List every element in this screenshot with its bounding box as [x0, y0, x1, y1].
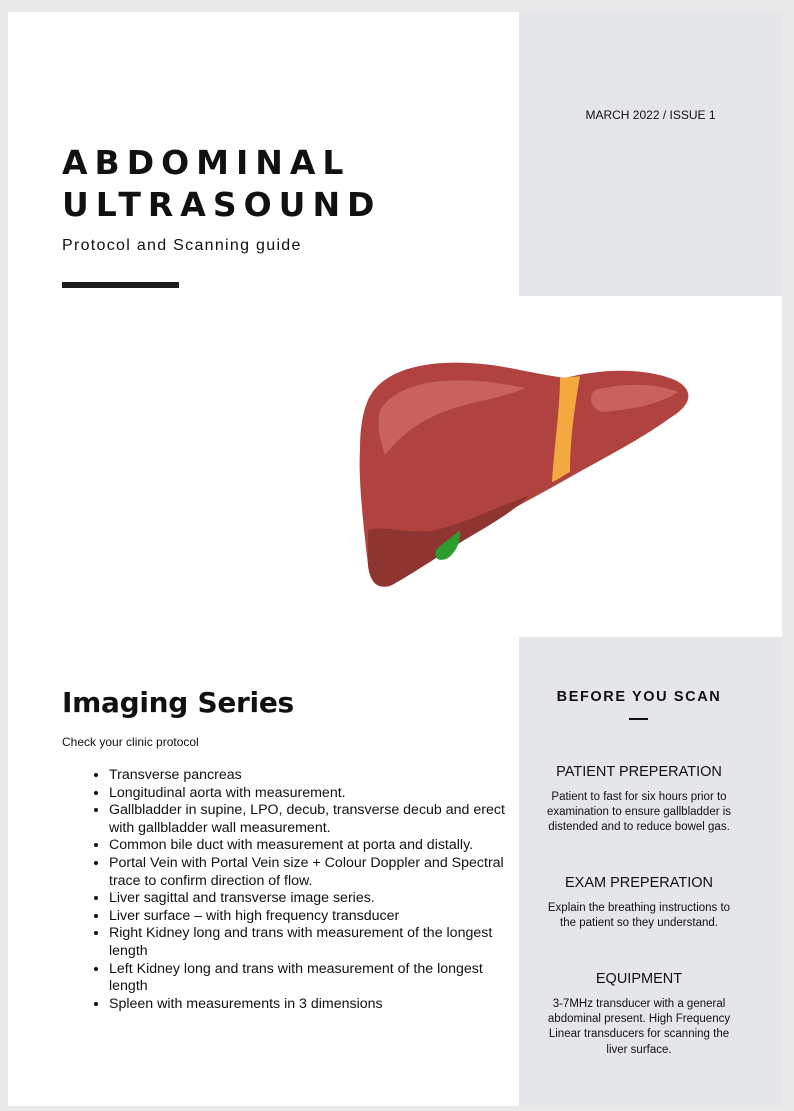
subtitle: Protocol and Scanning guide	[62, 237, 302, 254]
top-right-panel	[519, 12, 782, 296]
list-item: • Gallbladder in supine, LPO, decub, transverse decub and erect with gallbladder wall measurement.	[109, 802, 521, 837]
list-item: • Common bile duct with measurement at porta and distally.	[109, 837, 521, 855]
heading-dash	[629, 718, 648, 720]
equipment-title: EQUIPMENT	[595, 971, 683, 987]
imaging-list	[83, 767, 521, 1013]
list-item: • Spleen with measurements in 3 dimensions	[109, 996, 521, 1014]
title-rule	[62, 282, 179, 288]
list-item: • Right Kidney long and trans with measurement of the longest length	[109, 925, 521, 960]
protocol-note: Check your clinic protocol	[62, 735, 199, 749]
page-title	[62, 142, 381, 226]
issue-label: MARCH 2022 / ISSUE 1	[585, 108, 716, 122]
exam-preparation-text: Explain the breathing instructions to the patient so they understand.	[547, 902, 731, 930]
equipment-text: 3-7MHz transducer with a general abdominal present. High Frequency Linear transducers for scanning the liver surface.	[547, 998, 731, 1056]
imaging-heading: Imaging Series	[62, 686, 294, 719]
before-you-scan-heading: BEFORE YOU SCAN	[556, 689, 722, 705]
list-item: • Liver surface – with high frequency transducer	[109, 908, 521, 926]
title-line-2: ULTRASOUND	[62, 185, 382, 224]
patient-preparation-text: Patient to fast for six hours prior to examination to ensure gallbladder is distended and to reduce bowel gas.	[546, 791, 732, 834]
patient-preparation-title: PATIENT PREPERATION	[556, 764, 722, 780]
list-item: • Transverse pancreas	[109, 767, 521, 785]
list-item: • Portal Vein with Portal Vein size + Colour Doppler and Spectral trace to confirm direction of flow.	[109, 855, 521, 890]
liver-illustration	[340, 330, 710, 620]
title-line-1: ABDOMINAL	[62, 143, 351, 182]
list-item: • Longitudinal aorta with measurement.	[109, 785, 521, 803]
list-item: • Liver sagittal and transverse image series.	[109, 890, 521, 908]
exam-preparation-title: EXAM PREPERATION	[565, 875, 713, 891]
list-item: • Left Kidney long and trans with measurement of the longest length	[109, 961, 521, 996]
